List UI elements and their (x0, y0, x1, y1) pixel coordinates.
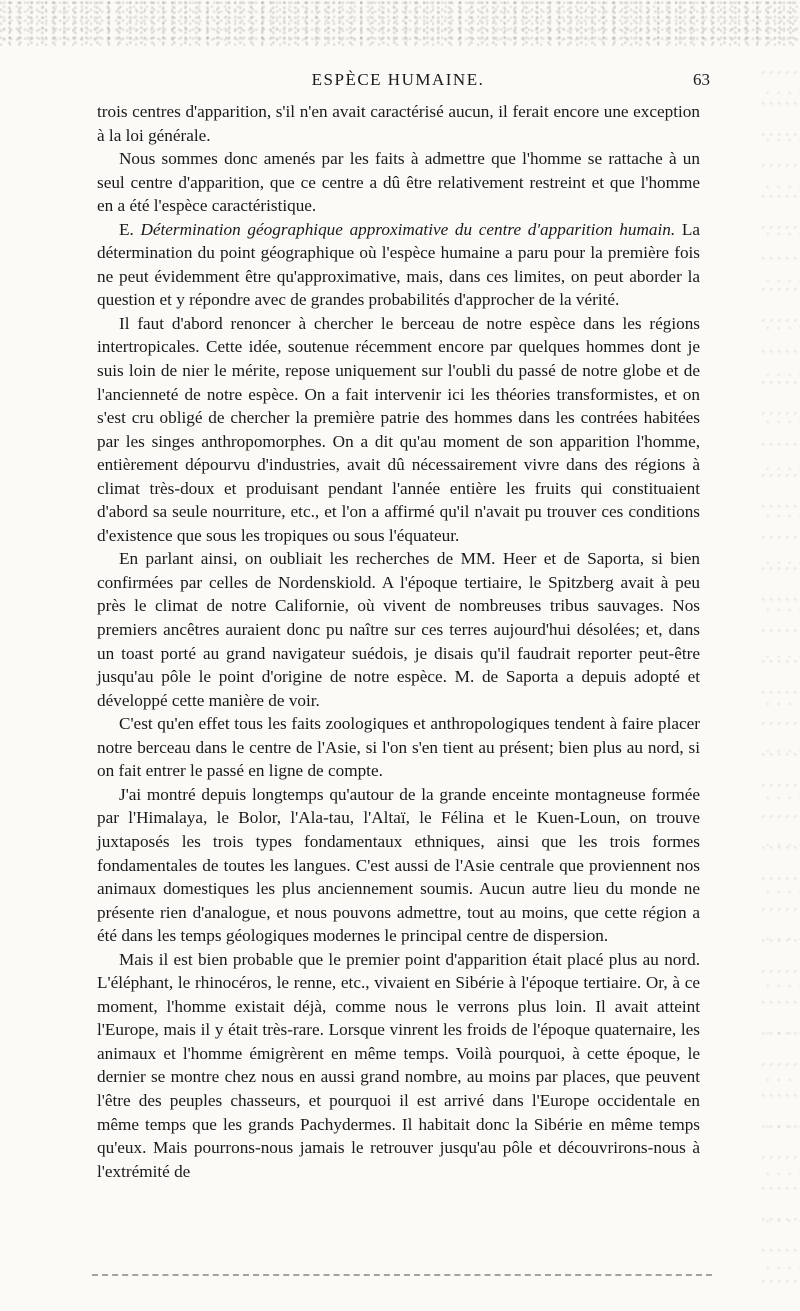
section-label: E. (119, 219, 134, 239)
section-text: La détermination du point géographique où l'espèce humaine a paru pour la première fois ne peut évidemment être qu'approximative, mais, dans ces limites, on peut aborder la question et y répondre avec de grandes probabilités d'approcher de la vérité. (97, 219, 700, 310)
bottom-rule (92, 1274, 712, 1276)
paragraph-5: En parlant ainsi, on oubliait les recherches de MM. Heer et de Saporta, si bien confirmées par celles de Nordenskiold. A l'époque tertiaire, le Spitzberg avait à peu près le climat de notre Californie, où vivent de nombreuses tribus sauvages. Nos premiers ancêtres auraient donc pu naître sur ces terres aujourd'hui désolées; et, dans un toast porté au grand navigateur suédois, je disais qu'il faudrait reporter peut-être jusqu'au pôle le point d'origine de notre espèce. M. de Saporta a depuis adopté et développé cette manière de voir. (97, 549, 700, 710)
page-header (92, 68, 710, 92)
paragraph-4: Il faut d'abord renoncer à chercher le berceau de notre espèce dans les régions intertropicales. Cette idée, soutenue récemment encore par quelques hommes dont je suis loin de nier le mérite, repose uniquement sur l'oubli du passé de notre globe et de l'ancienneté de notre espèce. On a fait intervenir ici les théories transformistes, et on s'est cru obligé de chercher la première patrie des hommes dans les contrées habitées par les singes anthropomorphes. On a dit qu'au moment de son apparition l'homme, entièrement dépourvu d'industries, avait dû nécessairement vivre dans des régions à climat très-doux et produisant pendant l'année entière les fruits qui constituaient d'abord sa seule nourriture, etc., et l'on a affirmé qu'il n'avait pu trouver ces conditions d'existence que sous les tropiques ou sous l'équateur. (97, 313, 700, 545)
paragraph-7: J'ai montré depuis longtemps qu'autour de la grande enceinte montagneuse formée par l'Himalaya, le Bolor, l'Ala-tau, l'Altaï, le Félina et le Kuen-Loun, on trouve juxtaposés les trois types fondamentaux ethniques, ainsi que les trois formes fondamentales de toutes les langues. C'est aussi de l'Asie centrale que proviennent nos animaux domestiques les plus anciennement soumis. Aucun autre lieu du monde ne présente rien d'analogue, et nous pouvons admettre, tout au moins, que cette région a été dans les temps géologiques modernes le principal centre de dispersion. (97, 784, 700, 946)
body-text (97, 100, 700, 1183)
paragraph-6: C'est qu'en effet tous les faits zoologiques et anthropologiques tendent à faire placer notre berceau dans le centre de l'Asie, si l'on s'en tient au présent; bien plus au nord, si on fait entrer le passé en ligne de compte. (97, 714, 700, 781)
section-heading: Détermination géographique approximative du centre d'apparition humain. (140, 219, 676, 239)
paragraph-8: Mais il est bien probable que le premier point d'apparition était placé plus au nord. L'éléphant, le rhinocéros, le renne, etc., vivaient en Sibérie à l'époque tertiaire. Or, à ce moment, l'homme existait déjà, comme nous le verrons plus loin. Il avait atteint l'Europe, mais il y était très-rare. Lorsque vinrent les froids de l'époque quaternaire, les animaux et l'homme émigrèrent en même temps. Voilà pourquoi, à cette époque, le dernier se montre chez nous en aussi grand nombre, au moins par places, que peuvent l'être des peuples chasseurs, et pourquoi il est arrivé dans l'Europe occidentale en même temps que les grands Pachydermes. Il habitait donc la Sibérie en même temps qu'eux. Mais pourrons-nous jamais le retrouver jusqu'au pôle et découvrirons-nous à l'extrémité de (97, 949, 700, 1181)
scan-noise-top (0, 0, 800, 46)
scan-noise-right (760, 60, 800, 1311)
paragraph-3 (97, 218, 700, 312)
running-title: ESPÈCE HUMAINE. (311, 70, 485, 89)
paragraph-1: trois centres d'apparition, s'il n'en avait caractérisé aucun, il ferait encore une exception à la loi générale. (97, 102, 700, 145)
page-number: 63 (693, 70, 710, 89)
paragraph-2: Nous sommes donc amenés par les faits à admettre que l'homme se rattache à un seul centre d'apparition, que ce centre a dû être relativement restreint et que l'homme en a été l'espèce caractéristique. (97, 149, 700, 216)
